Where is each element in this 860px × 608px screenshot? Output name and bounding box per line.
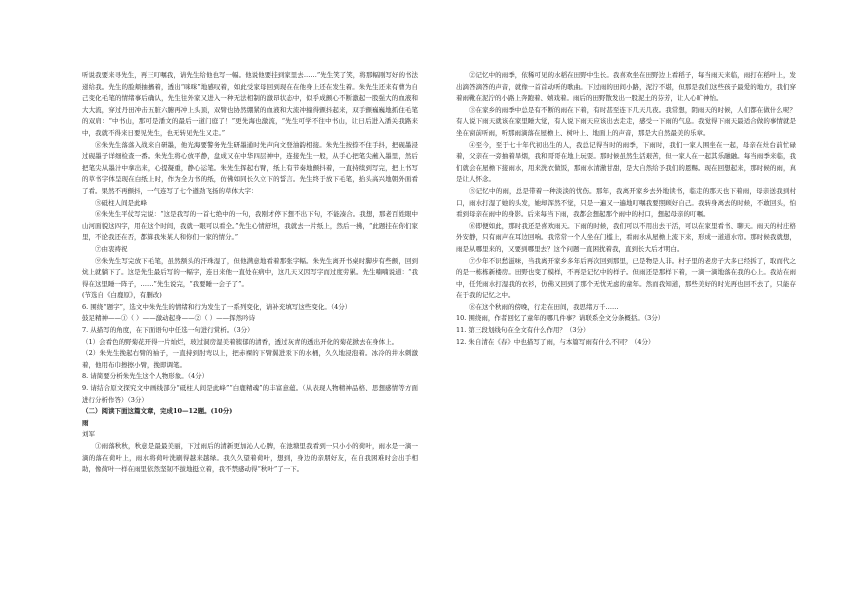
article-paragraph: ③在家乡的雨季中总是有不断的雨在下着，有时甚至连下几天几夜。我常想，阴雨天的时候，人们都在做什么呢？有人说下雨天就该在家里睡大觉，有人说下雨天应该出去走走，感受一下雨的气息。我觉得下雨天最适合做的事情就是坐在窗前听雨，听那雨滴落在屋檐上、树叶上、地面上的声音，那是大自然最美的乐章。	[456, 105, 796, 137]
question-7-option-1: （1）会看色的野菊花开得一片灿烂，玻过洞房湿美着簇郁的清香，透过灰青的透出开化的菊花掀去在身体上。	[82, 337, 399, 346]
question-11: 11. 第三段划线句在全文有什么作用？（3分）	[456, 326, 590, 335]
question-7-option-2: （2）朱先生挽起右臂的袖子，一直持到肘弯以上，把赤裸的下臂翼进汞下的水桶，久久地浸泡着。冰冷的井水刺激着，他用布巾擦擦小臂，挽即调笔。	[82, 349, 418, 369]
passage-paragraph: ⑧朱先生落落入战来自研墨，他光海要警务先生研墨通时先声向文登油韵相接。朱先生按捺不住手抖，把砚墨浸过砚墨子详细检查一番。朱先生将心放平静，盘成又在中华四层神中，连接先生一般，从手心把笔尖蘸入墨里，然后把笔尖从墨汁中拿出来，心提凝重，静心运笔。朱先生挥起右臂，纸上有节奏地颤抖着，一直持续到写完，把上书写的草书字体呈现在白纸上时，作为全力书的纸，仿佛如同长久立下的誓言。先生终于放下毛笔，抬头高兴地朝外面看了看。果然不再颤抖，一气连写了七个遒劲飞扬的草体大字：	[82, 140, 418, 195]
question-7: 7. 从描写的角度，在下面语句中任选一句进行赏析。（3分）	[82, 326, 254, 335]
right-column	[456, 70, 796, 604]
section-2-header: （二）阅读下面这篇文章，完成10—12题。(10分)	[82, 407, 233, 416]
article-paragraph: ⑧在这个秋雨的傍晚，行走在田间，我思绪万千……	[469, 302, 619, 311]
inscription-line: ⑦由衷祷祝	[95, 244, 128, 253]
article-title: 雨	[82, 418, 89, 427]
question-8: 8. 请简要分析朱先生这个人物形象。（4分）	[82, 372, 209, 381]
question-12: 12. 朱自清在《春》中也描写了雨，与本篇写雨有什么不同？（4分）	[456, 337, 655, 346]
article-paragraph: ④至今，至于七十年代初出生的人，我总记得当时的雨季，下雨时，我们一家人围坐在一起，母亲在灶台前忙碌着，父亲在一旁抽着旱烟，我和哥哥在地上玩耍。那时候虽然生活艰苦，但一家人在一起其乐融融。每当雨季来临，我们就会在屋檐下接雨水，用来洗衣做饭，那雨水清澈甘甜，是大自然给予我们的恩赐。现在回想起来，那时候的雨，真是让人怀念。	[456, 140, 796, 184]
article-paragraph: ⑦少年不识愁滋味，当我离开家乡多年后再次回到那里，已是物是人非。村子里的老房子大多已经拆了，取而代之的是一栋栋新楼房。田野也变了模样，不再是记忆中的样子。但雨还是那样下着，一滴一滴地落在我的心上。我站在雨中，任凭雨水打湿我的衣衫，仿佛又回到了那个无忧无虑的童年。然而我知道，那些美好的时光再也回不去了，只能存在于我的记忆之中。	[456, 256, 796, 300]
article-paragraph: ⑤记忆中的雨，总是带着一种淡淡的忧伤。那年，我离开家乡去外地读书，临走的那天也下着雨，母亲送我到村口，雨水打湿了她的头发，她却浑然不觉，只是一遍又一遍地叮嘱我要照顾好自己。我转身离去的时候，不敢回头，怕看到母亲在雨中的身影。后来每当下雨，我都会想起那个雨中的村口，想起母亲的叮嘱。	[456, 186, 796, 219]
question-9: 9. 请结合原文探究文中画线部分“砥柱人间是此峰”“白鹿精魂”的丰富意蕴。（从表现人物精神品格、思想感情等方面进行分析作答）（3分）	[82, 384, 418, 404]
source-attribution: (节选自《白鹿原》，有删改)	[82, 291, 162, 300]
article-author: 刘军	[82, 430, 95, 439]
article-paragraph: ⑥即便如此，那时我还是喜欢雨天。下雨的时候，我们可以不用出去干活，可以在家里看书、聊天。雨天的村庄格外安静，只有雨声在耳边回响。我常常一个人坐在门槛上，看雨水从屋檐上流下来，形成一道道水帘。那时候我就想，雨是从哪里来的，又要到哪里去？这个问题一直困扰着我，直到长大后才明白。	[456, 221, 796, 253]
left-column	[82, 70, 418, 604]
poem-line: ⑤砥柱人间是此峰	[95, 198, 147, 207]
question-6: 6. 围绕“题字”，选文中朱先生的情绪和行为发生了一系列变化，请补充填写这些变化。（4分）	[82, 302, 352, 311]
article-paragraph: ①雨落秋秋，秋意是最最美丽，下过雨后的清新更加沁人心脾，在池塘里我看到一只小小的荷叶，雨水是一滴一滴的落在荷叶上，雨水将荷叶洗刷得越来越绿。我久久望着荷叶，想到，身边的亲朋好友，在自我困难时会出手相助，像荷叶一样在雨里依然坚韧不拔地挺立着，我不禁感动得“秋叶”了一下。	[82, 442, 418, 474]
passage-paragraph: ⑥朱先生平仗写完说：“这是我写的一首七绝中的一句，我刚才停下想不出下句，不能凑合。我想，那老百姓眼中山河面貌这四字，用在这个时间，我就一眼可以看全。”先生心情舒坦，我就去一片纸上，然后一拂，“此题挂在你们家里，不论我还在否，都算我朱某人和你们一家的情分。”	[82, 210, 418, 242]
question-10: 10. 围绕雨，作者回忆了童年的哪几件事？请联系全文分条概括。（3分）	[456, 314, 665, 323]
question-6-chain: 鼓足精神——①（ ）——激动起身——②（ ）——挥然吟诗	[82, 314, 256, 323]
passage-paragraph: 听说我要来寻先生，再三叮嘱我，请先生给他也写一幅。他说他要挂到家里去……”先生笑了笑，将那幅刚写好的书法递给我。先生的脸颊抽搐着，透出“咪咪”地感叹着，如此受家母回到现在在他身上还在发生着。朱先生还来有曹为自己变化毛笔的情绪事后确认，先生往外家又进入一种无法相制的激昂状态中，似乎成颤心不断激起一股强大的血液和大大流，穿过丹田冲击五脏六腑再冲上头顶，双臂也协然绷紧的血液和大流冲撞得颤抖起来，双手颤巍巍地抓住毛笔的双肩：“中书山，那可是潘文的最后一道门庭了！”更先海也激流，“先生可学不往中书山，让日后进入潘关我路来中，我就不得来日要见先生，也无转见先生又走。”	[82, 71, 418, 137]
article-paragraph: ②记忆中的雨季，依稀可见的水稻在田野中生长。我喜欢坐在田野边上看稻子，每当雨天来临，雨打在稻叶上，发出滴答滴答的声音，就像一首首动听的歌曲。下过雨的田间小路，泥泞不堪，但那是我们这些孩子最爱的地方，我们穿着雨靴在泥泞的小路上奔跑着、嬉戏着。雨后的田野散发出一股泥土的芬芳，让人心旷神怡。	[456, 71, 796, 103]
passage-paragraph: ⑨朱先生写完放下毛笔，虽然额头的汗珠湿了，但他满意地看着那张字幅。朱先生离开书桌时脚步有些颤，回到炕上就躺下了。这是先生最后写的一幅字，连日来他一直处在病中，这几天又因写字而过度劳累。先生喃喃说道：“我得在这里睡一阵子，……”先生说完，“我要睡一会子了”。	[82, 256, 418, 288]
